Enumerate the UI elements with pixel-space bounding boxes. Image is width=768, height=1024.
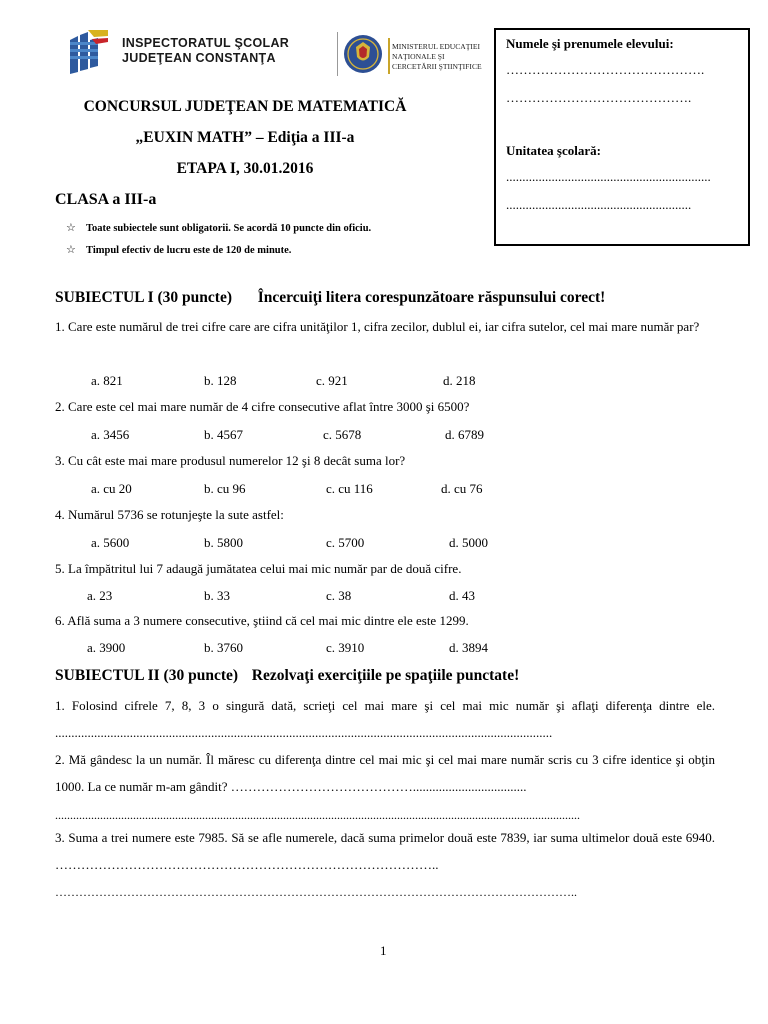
answer-option[interactable]: b. 33 [204, 588, 230, 603]
answer-line[interactable]: ………………………………………………………………………………………………………………….. [55, 885, 577, 899]
instruction-item [66, 221, 371, 234]
isj-name [122, 36, 289, 66]
answer-option[interactable]: c. cu 116 [326, 481, 373, 496]
isj-name-line2: JUDEŢEAN CONSTANŢA [122, 51, 276, 65]
answer-option[interactable]: c. 5700 [326, 535, 365, 550]
ministry-line3: CERCETĂRII ŞTIINŢIFICE [392, 62, 482, 71]
header-divider [337, 32, 338, 76]
school-label: Unitatea şcolară: [506, 143, 601, 158]
instruction-text: Timpul efectiv de lucru este de 120 de minute. [86, 245, 292, 256]
answer-option[interactable]: a. cu 20 [91, 481, 132, 496]
answer-option[interactable]: b. cu 96 [204, 481, 246, 496]
student-name-label: Numele şi prenumele elevului: [506, 36, 674, 51]
grade-label: CLASA a III-a [55, 191, 157, 208]
answer-option[interactable]: b. 128 [204, 373, 237, 388]
question-text: 5. La împătritul lui 7 adaugă jumătatea celui mai mic număr par de două cifre. [55, 561, 462, 576]
subject2-heading: SUBIECTUL II (30 puncte) [55, 667, 239, 684]
answer-option[interactable]: d. 5000 [449, 535, 488, 550]
answer-option[interactable]: d. 43 [449, 588, 475, 603]
ministry-name [392, 42, 482, 72]
answer-option[interactable]: b. 3760 [204, 640, 243, 655]
answer-option[interactable]: a. 5600 [91, 535, 130, 550]
answer-option[interactable]: c. 921 [316, 373, 348, 388]
answer-option[interactable]: b. 5800 [204, 535, 243, 550]
isj-name-line1: INSPECTORATUL ŞCOLAR [122, 36, 290, 50]
question-text: 2. Care este cel mai mare număr de 4 cifre consecutive aflat între 3000 şi 6500? [55, 399, 470, 414]
star-icon: ☆ [66, 222, 76, 234]
school-field-2[interactable]: ......................................................... [506, 197, 692, 212]
contest-edition: „EUXIN MATH” – Ediţia a III-a [135, 129, 355, 146]
star-icon: ☆ [66, 244, 76, 256]
answer-option[interactable]: c. 3910 [326, 640, 365, 655]
subject1-header [55, 289, 605, 307]
contest-title: CONCURSUL JUDEŢEAN DE MATEMATICĂ [83, 98, 407, 115]
question-text: 1. Care este numărul de trei cifre care are cifra unităţilor 1, cifra zecilor, dublul ei, iar cifra sutelor, cel mai mare număr par? [55, 319, 700, 334]
answer-option[interactable]: d. 6789 [445, 427, 484, 442]
school-field[interactable]: ............................................................... [506, 169, 711, 184]
answer-option[interactable]: b. 4567 [204, 427, 243, 442]
subject1-instruction: Încercuiţi litera corespunzătoare răspunsului corect! [257, 289, 606, 306]
isj-logo-icon [68, 28, 110, 78]
instruction-item [66, 243, 291, 256]
answer-option[interactable]: a. 821 [91, 373, 123, 388]
answer-option[interactable]: d. 218 [443, 373, 476, 388]
ministry-line2: NAŢIONALE ŞI [392, 52, 445, 61]
answer-option[interactable]: d. 3894 [449, 640, 488, 655]
page-number: 1 [380, 943, 387, 958]
student-info-box [494, 28, 750, 246]
subject1-heading: SUBIECTUL I (30 puncte) [55, 289, 232, 306]
answer-option[interactable]: c. 5678 [323, 427, 362, 442]
student-name-field[interactable]: ………………………………………. [506, 62, 705, 77]
instruction-text: Toate subiectele sunt obligatorii. Se acordă 10 puncte din oficiu. [86, 223, 372, 234]
question-text: 3. Cu cât este mai mare produsul numerelor 12 şi 8 decât suma lor? [55, 453, 406, 468]
answer-option[interactable]: a. 3900 [87, 640, 126, 655]
answer-option[interactable]: d. cu 76 [441, 481, 483, 496]
subject2-header [55, 667, 519, 685]
student-name-field-2[interactable]: ……………………………………. [506, 90, 692, 105]
exercise-1[interactable]: 1. Folosind cifrele 7, 8, 3 o singură dată, scrieţi cel mai mare şi cel mai mic număr şi aflaţi diferenţa dintre ele. ......................................................................................................................................................... [55, 698, 715, 740]
ministry-line1: MINISTERUL EDUCAŢIEI [392, 42, 481, 51]
ministry-accent-bar [388, 38, 390, 74]
question-text: 6. Află suma a 3 numere consecutive, ştiind că cel mai mic dintre ele este 1299. [55, 613, 469, 628]
exercise-2[interactable]: 2. Mă gândesc la un număr. Îl măresc cu diferenţa dintre cel mai mic şi cel mai mare număr scris cu 3 cifre identice şi obţin 1000. La ce număr m-am gândit? ……………………………………................................... [55, 752, 715, 794]
answer-option[interactable]: c. 38 [326, 588, 352, 603]
answer-line[interactable]: ............................................................................................................................................................................... [55, 808, 580, 822]
ministry-seal-icon [343, 33, 383, 75]
contest-stage: ETAPA I, 30.01.2016 [176, 160, 314, 177]
answer-option[interactable]: a. 23 [87, 588, 113, 603]
exercise-3[interactable]: 3. Suma a trei numere este 7985. Să se afle numerele, dacă suma primelor două este 7839, iar suma ultimelor două este 6940. …………………………………………………………………………….. [55, 830, 715, 872]
question-text: 4. Numărul 5736 se rotunjeşte la sute astfel: [55, 507, 284, 522]
answer-option[interactable]: a. 3456 [91, 427, 130, 442]
subject2-instruction: Rezolvaţi exerciţiile pe spaţiile punctate! [251, 667, 520, 684]
